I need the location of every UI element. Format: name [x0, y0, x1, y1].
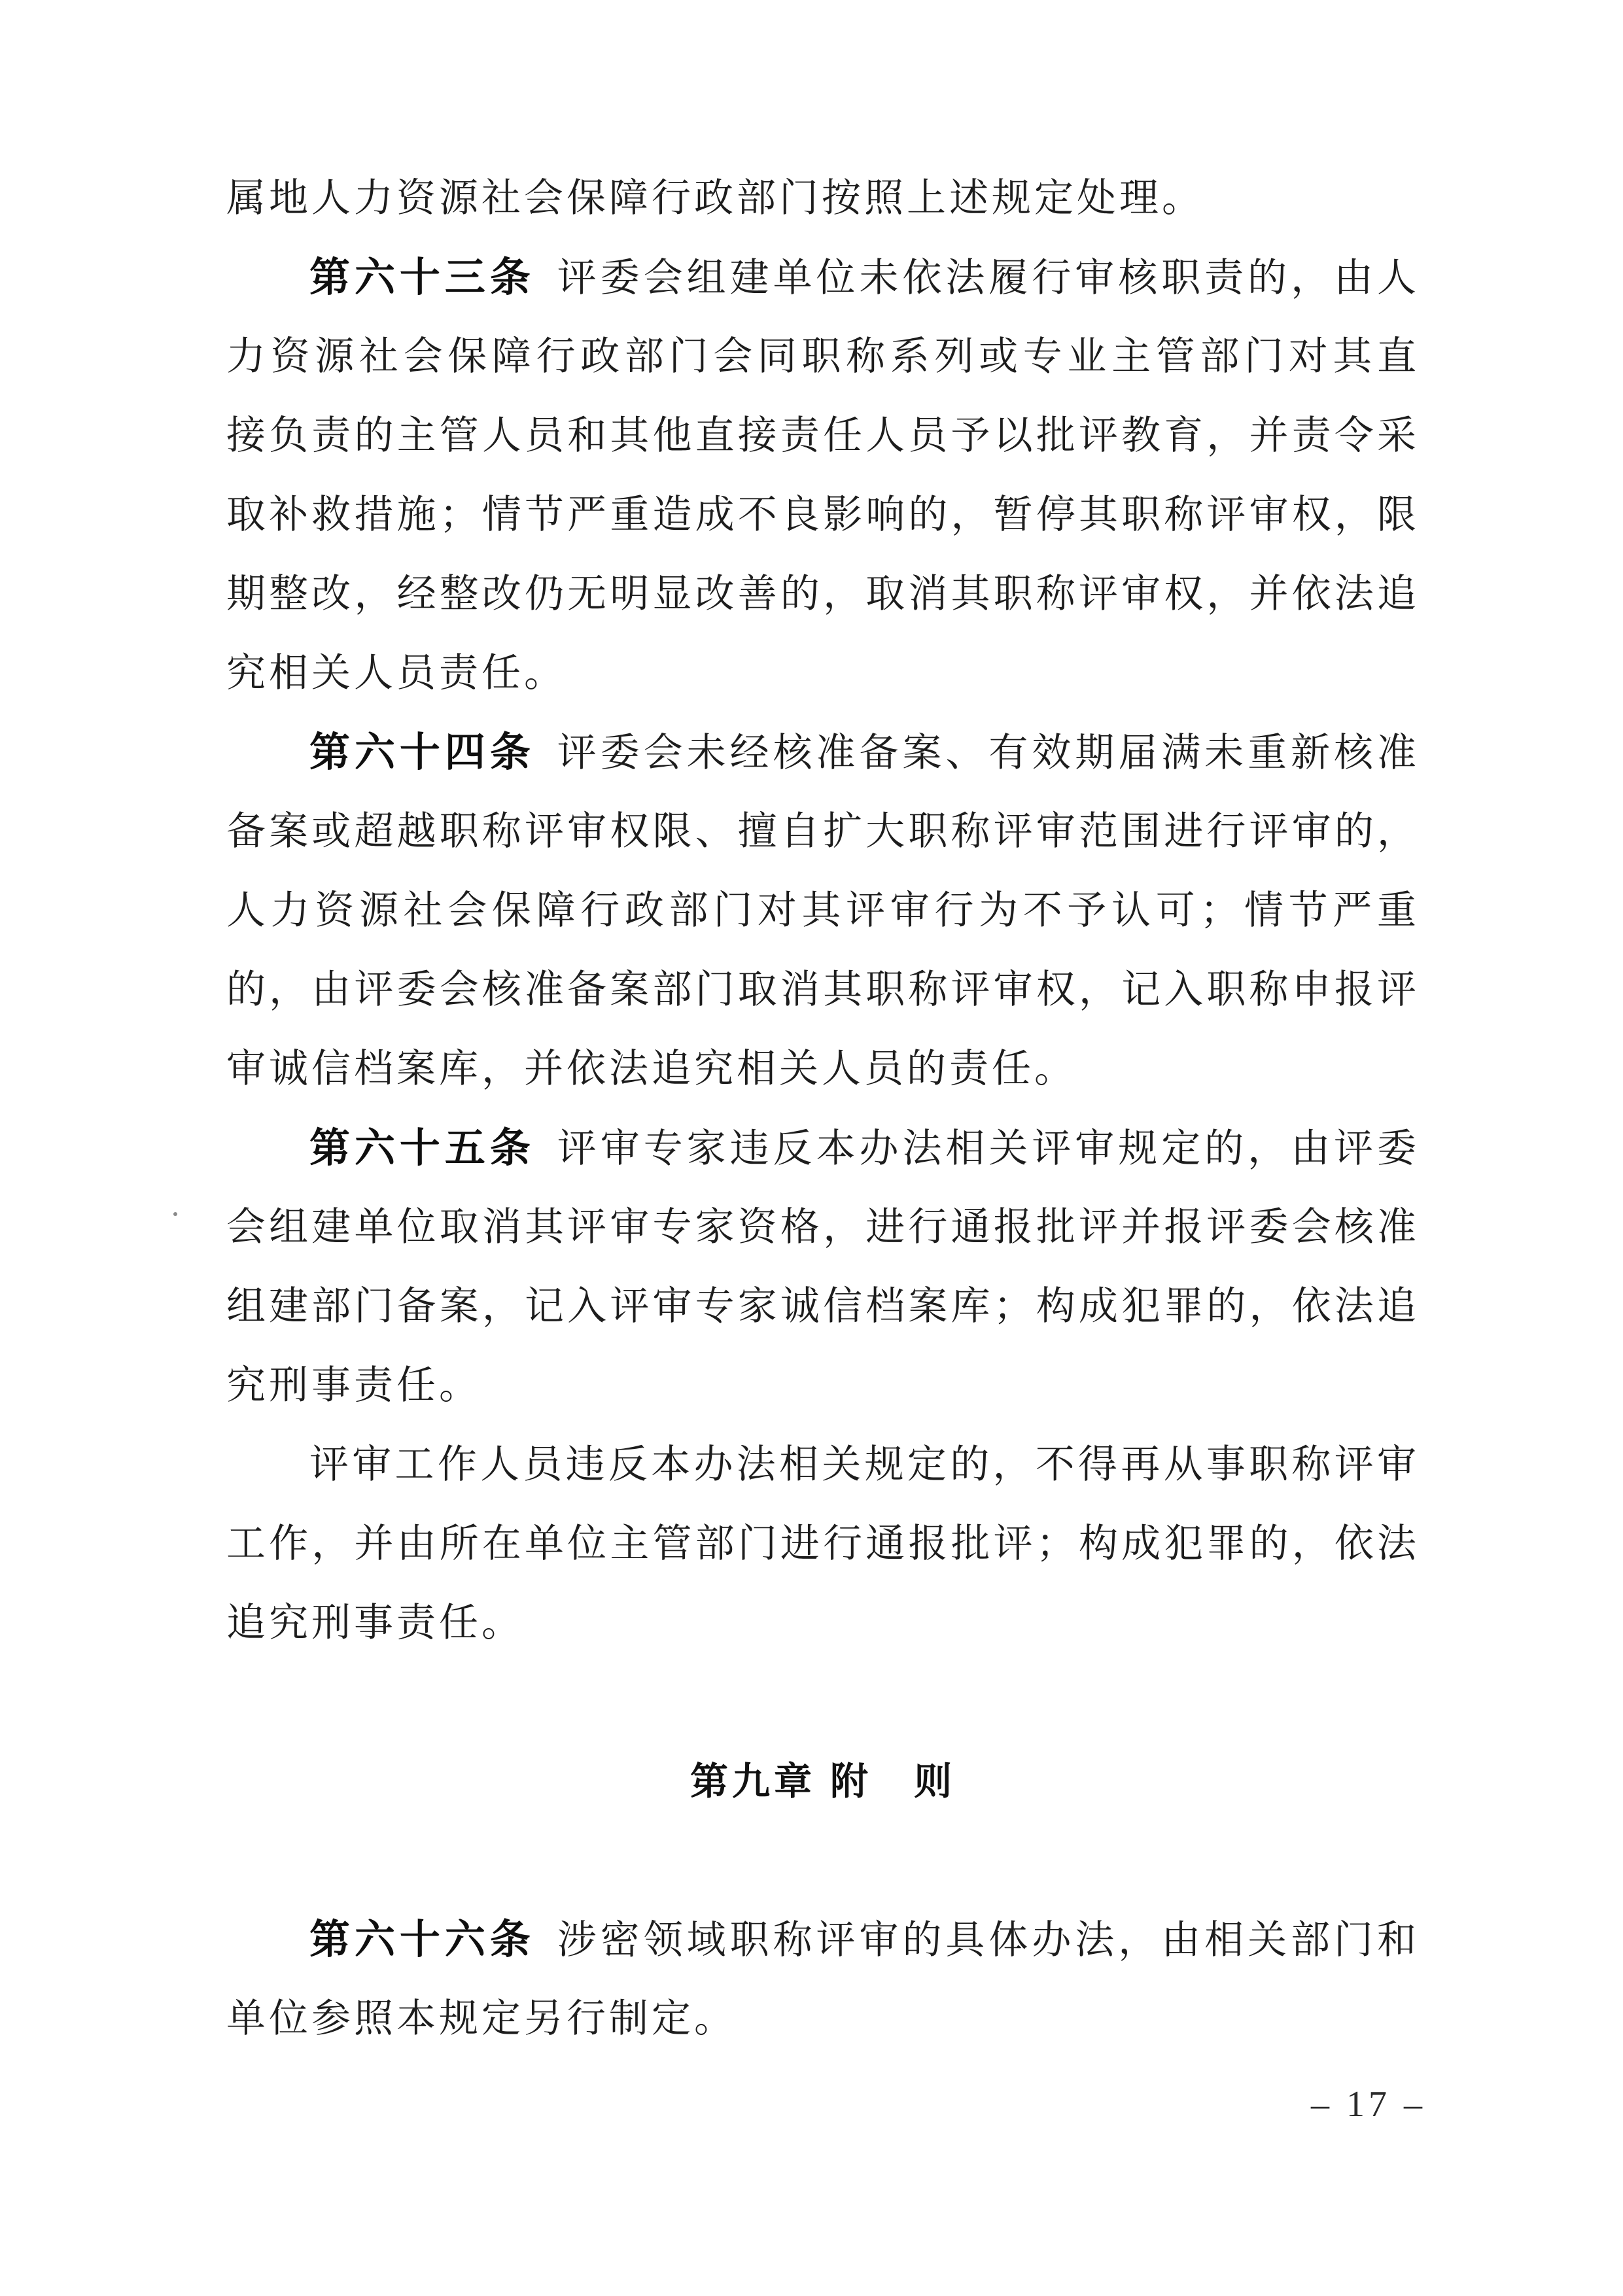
text-line: 第六十六条 涉密领域职称评审的具体办法，由相关部门和: [309, 1917, 1420, 1962]
blank-line: [226, 1821, 1420, 1900]
article-number: 第六十五条: [309, 1126, 535, 1171]
text-line: 究刑事责任。: [226, 1364, 481, 1407]
text-line: 会组建单位取消其评审专家资格，进行通报批评并报评委会核准: [226, 1206, 1420, 1249]
page-number-text: – 17 –: [1311, 2084, 1426, 2125]
text-line: 的，由评委会核准备案部门取消其职称评审权，记入职称申报评: [226, 968, 1420, 1011]
text-line: 第六十四条 评委会未经核准备案、有效期届满未重新核准: [309, 730, 1420, 775]
blank-line: [226, 1663, 1420, 1742]
chapter-heading: 第九章 附 则: [689, 1760, 956, 1803]
text-line: 组建部门备案，记入评审专家诚信档案库；构成犯罪的，依法追: [226, 1285, 1420, 1328]
text-line: 备案或超越职称评审权限、擅自扩大职称评审范围进行评审的，: [226, 810, 1420, 853]
text-line: 追究刑事责任。: [226, 1601, 524, 1644]
text-line: 单位参照本规定另行制定。: [226, 1997, 737, 2040]
text-line: 取补救措施；情节严重造成不良影响的，暂停其职称评审权，限: [226, 493, 1420, 536]
text-line: 第六十五条 评审专家违反本办法相关评审规定的，由评委: [309, 1126, 1420, 1171]
text-line: 属地人力资源社会保障行政部门按照上述规定处理。: [226, 177, 1204, 220]
text-line: 审诚信档案库，并依法追究相关人员的责任。: [226, 1047, 1077, 1090]
text-line: 期整改，经整改仍无明显改善的，取消其职称评审权，并依法追: [226, 572, 1420, 616]
text-line: 究相关人员责任。: [226, 652, 567, 695]
article-number: 第六十三条: [309, 255, 535, 300]
article-number: 第六十四条: [309, 730, 535, 775]
article-number: 第六十六条: [309, 1917, 535, 1962]
text-flow: [226, 159, 1420, 2059]
text-line: 第六十三条 评委会组建单位未依法履行审核职责的，由人: [309, 255, 1420, 300]
scan-speck: [173, 1212, 177, 1216]
text-line: 评审工作人员违反本办法相关规定的，不得再从事职称评审: [309, 1443, 1420, 1486]
text-line: 人力资源社会保障行政部门对其评审行为不予认可；情节严重: [226, 889, 1420, 932]
text-line: 工作，并由所在单位主管部门进行通报批评；构成犯罪的，依法: [226, 1522, 1420, 1565]
text-line: 力资源社会保障行政部门会同职称系列或专业主管部门对其直: [226, 335, 1420, 378]
text-line: 接负责的主管人员和其他直接责任人员予以批评教育，并责令采: [226, 414, 1420, 457]
page-number: [1311, 2084, 1426, 2125]
